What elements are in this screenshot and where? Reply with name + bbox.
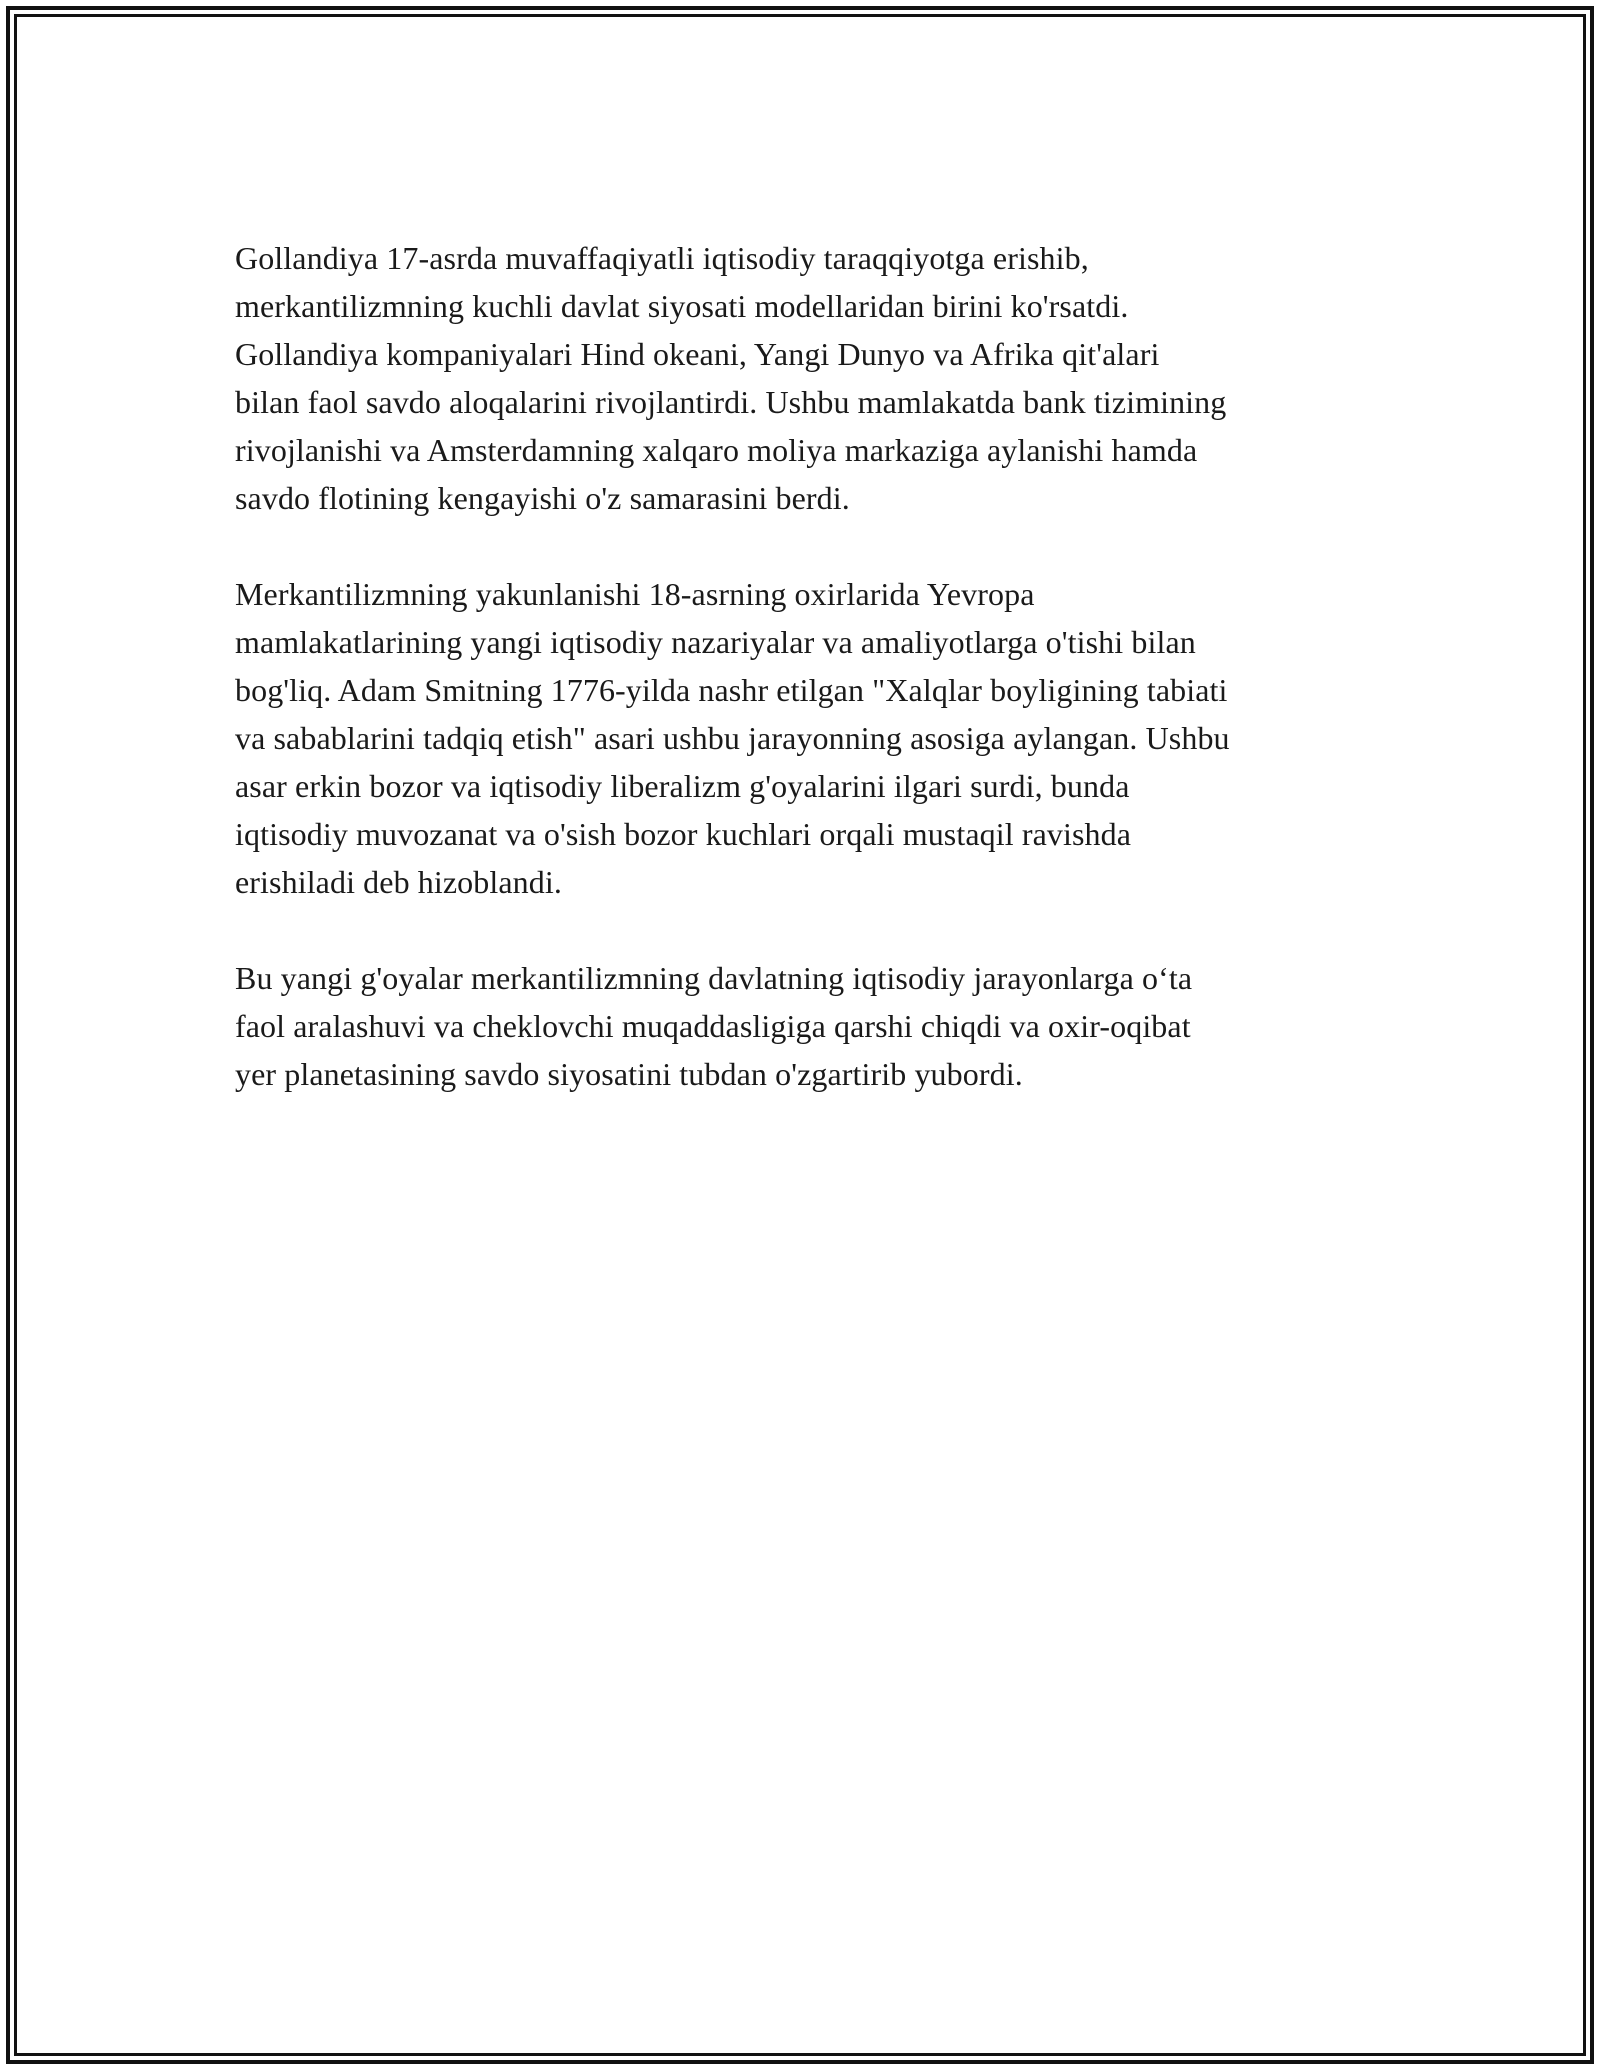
- text-line: bilan faol savdo aloqalarini rivojlantirdi. Ushbu mamlakatda bank tizimining: [235, 384, 1227, 420]
- text-line: merkantilizmning kuchli davlat siyosati modellaridan birini ko'rsatdi.: [235, 288, 1129, 324]
- text-line: va sabablarini tadqiq etish" asari ushbu jarayonning asosiga aylangan. Ushbu: [235, 720, 1230, 756]
- paragraph-1: [235, 234, 1385, 522]
- document-body: [235, 234, 1385, 1098]
- text-line: asar erkin bozor va iqtisodiy liberalizm g'oyalarini ilgari surdi, bunda: [235, 768, 1130, 804]
- paragraph-3: [235, 954, 1385, 1098]
- text-line: Merkantilizmning yakunlanishi 18-asrning oxirlarida Yevropa: [235, 576, 1035, 612]
- paragraph-2: [235, 570, 1385, 906]
- text-line: Gollandiya 17-asrda muvaffaqiyatli iqtisodiy taraqqiyotga erishib,: [235, 240, 1089, 276]
- text-line: Bu yangi g'oyalar merkantilizmning davlatning iqtisodiy jarayonlarga o‘ta: [235, 960, 1193, 996]
- text-line: yer planetasining savdo siyosatini tubdan o'zgartirib yubordi.: [235, 1056, 1023, 1092]
- text-line: erishiladi deb hizoblandi.: [235, 864, 562, 900]
- text-line: faol aralashuvi va cheklovchi muqaddasligiga qarshi chiqdi va oxir-oqibat: [235, 1008, 1191, 1044]
- text-line: bog'liq. Adam Smitning 1776-yilda nashr etilgan "Xalqlar boyligining tabiati: [235, 672, 1228, 708]
- text-line: iqtisodiy muvozanat va o'sish bozor kuchlari orqali mustaqil ravishda: [235, 816, 1132, 852]
- text-line: savdo flotining kengayishi o'z samarasini berdi.: [235, 480, 850, 516]
- text-line: rivojlanishi va Amsterdamning xalqaro moliya markaziga aylanishi hamda: [235, 432, 1198, 468]
- text-line: Gollandiya kompaniyalari Hind okeani, Yangi Dunyo va Afrika qit'alari: [235, 336, 1160, 372]
- text-line: mamlakatlarining yangi iqtisodiy nazariyalar va amaliyotlarga o'tishi bilan: [235, 624, 1196, 660]
